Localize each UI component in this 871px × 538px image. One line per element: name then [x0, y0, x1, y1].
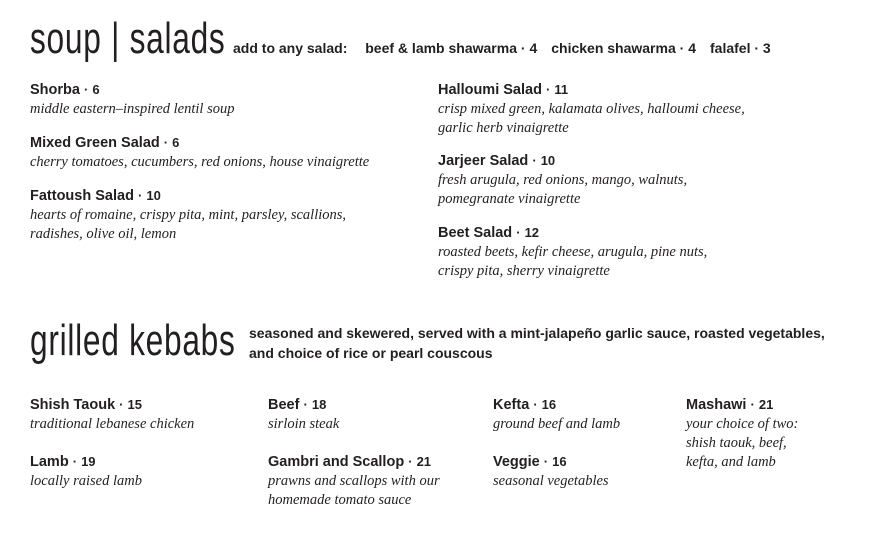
addon-price: 4 — [688, 40, 696, 56]
price-separator: · — [303, 397, 308, 412]
item-price: 16 — [552, 454, 567, 469]
description-line: garlic herb vinaigrette — [438, 120, 569, 136]
menu-item-halloumi-salad — [438, 80, 745, 138]
addon-falafel — [710, 40, 771, 56]
item-description — [30, 206, 346, 244]
addon-chicken-shawarma — [551, 40, 696, 56]
description-line: hearts of romaine, crispy pita, mint, parsley, scallions, — [30, 207, 347, 223]
addon-beef-lamb-shawarma — [365, 40, 537, 56]
item-heading — [268, 452, 440, 472]
price-separator: · — [163, 135, 169, 150]
item-description — [30, 100, 234, 119]
description-line: traditional lebanese chicken — [30, 416, 195, 432]
price-separator: · — [137, 188, 143, 203]
item-price: 10 — [540, 153, 556, 168]
menu-item-kefta — [493, 395, 620, 434]
item-heading — [268, 395, 339, 415]
menu-item-mashawi — [686, 395, 798, 472]
item-heading — [493, 395, 620, 415]
item-heading — [30, 133, 369, 153]
menu-item-jarjeer-salad — [438, 151, 687, 209]
addon-label: add to any salad: — [233, 40, 348, 56]
item-heading — [493, 452, 609, 472]
price-separator: · — [533, 397, 538, 412]
description-line: ground beef and lamb — [493, 416, 621, 432]
item-description — [438, 243, 707, 281]
item-heading — [438, 151, 687, 171]
addon-list — [351, 40, 770, 56]
item-description — [30, 415, 194, 434]
description-line: crispy pita, sherry vinaigrette — [438, 263, 610, 279]
menu-item-lamb — [30, 452, 142, 491]
description-line: your choice of two: — [686, 416, 799, 432]
item-description — [438, 171, 687, 209]
price-separator: · — [83, 82, 89, 97]
description-line: middle eastern–inspired lentil soup — [30, 101, 235, 117]
menu-item-beet-salad — [438, 223, 707, 281]
addon-separator: · — [520, 40, 526, 56]
description-line: sirloin steak — [268, 416, 340, 432]
addon-name: chicken shawarma — [551, 40, 676, 56]
item-price: 18 — [311, 397, 327, 412]
item-description — [268, 415, 339, 434]
item-price: 19 — [81, 454, 96, 469]
menu-item-beef — [268, 395, 339, 434]
menu-item-gambri-and-scallop — [268, 452, 440, 510]
item-name: Mashawi — [686, 397, 747, 413]
item-price: 6 — [172, 135, 180, 150]
item-price: 12 — [524, 225, 540, 240]
item-heading — [438, 80, 745, 100]
item-price: 6 — [92, 82, 100, 97]
price-separator: · — [750, 397, 755, 412]
kebabs-note-line-1: seasoned and skewered, served with a mint-jalapeño garlic sauce, roasted vegetables, — [249, 325, 825, 341]
item-description — [268, 472, 440, 510]
description-line: crisp mixed green, kalamata olives, halloumi cheese, — [438, 101, 745, 117]
item-description — [686, 415, 798, 472]
item-name: Lamb — [30, 454, 69, 470]
addon-price: 4 — [529, 40, 538, 56]
item-name: Shorba — [30, 82, 80, 98]
description-line: kefta, and lamb — [686, 454, 776, 470]
item-price: 21 — [758, 397, 774, 412]
price-separator: · — [408, 454, 413, 469]
item-name: Kefta — [493, 397, 530, 413]
item-name: Halloumi Salad — [438, 82, 542, 98]
item-name: Gambri and Scallop — [268, 454, 405, 470]
price-separator: · — [516, 225, 521, 240]
addon-separator: · — [754, 40, 760, 56]
description-line: cherry tomatoes, cucumbers, red onions, house vinaigrette — [30, 154, 370, 170]
item-name: Mixed Green Salad — [30, 135, 160, 151]
item-heading — [686, 395, 798, 415]
item-heading — [30, 452, 142, 472]
soup-salads-title: soup | salads — [30, 14, 226, 63]
menu-item-fattoush-salad — [30, 186, 346, 244]
menu-item-mixed-green-salad — [30, 133, 369, 172]
item-description — [30, 153, 369, 172]
item-heading — [438, 223, 707, 243]
item-heading — [30, 80, 234, 100]
item-name: Beet Salad — [438, 225, 513, 241]
addon-price: 3 — [762, 40, 771, 56]
item-description — [493, 415, 620, 434]
price-separator: · — [543, 454, 549, 469]
menu-item-shorba — [30, 80, 234, 119]
item-price: 11 — [554, 82, 569, 97]
item-price: 15 — [127, 397, 143, 412]
item-price: 21 — [416, 454, 432, 469]
addon-separator: · — [679, 40, 685, 56]
item-price: 16 — [541, 397, 557, 412]
description-line: seasonal vegetables — [493, 473, 609, 489]
description-line: shish taouk, beef, — [686, 435, 787, 451]
item-name: Fattoush Salad — [30, 188, 134, 204]
price-separator: · — [532, 153, 537, 168]
menu-item-veggie — [493, 452, 609, 491]
price-separator: · — [72, 454, 78, 469]
description-line: locally raised lamb — [30, 473, 142, 489]
menu-item-shish-taouk — [30, 395, 194, 434]
item-name: Shish Taouk — [30, 397, 116, 413]
grilled-kebabs-title: grilled kebabs — [30, 316, 236, 365]
description-line: pomegranate vinaigrette — [438, 191, 581, 207]
item-price: 10 — [146, 188, 161, 203]
item-name: Jarjeer Salad — [438, 153, 529, 169]
addon-name: falafel — [710, 40, 751, 56]
description-line: radishes, olive oil, lemon — [30, 226, 177, 242]
description-line: prawns and scallops with our — [268, 473, 440, 489]
item-heading — [30, 395, 194, 415]
item-description — [493, 472, 609, 491]
item-description — [438, 100, 745, 138]
description-line: fresh arugula, red onions, mango, walnuts, — [438, 172, 688, 188]
description-line: roasted beets, kefir cheese, arugula, pine nuts, — [438, 244, 708, 260]
kebabs-note-line-2: and choice of rice or pearl couscous — [249, 345, 493, 361]
item-description — [30, 472, 142, 491]
kebabs-note — [249, 323, 849, 363]
item-name: Veggie — [493, 454, 540, 470]
price-separator: · — [119, 397, 124, 412]
item-name: Beef — [268, 397, 300, 413]
description-line: homemade tomato sauce — [268, 492, 412, 508]
addon-name: beef & lamb shawarma — [365, 40, 517, 56]
price-separator: · — [545, 82, 551, 97]
salad-addons — [233, 40, 771, 56]
item-heading — [30, 186, 346, 206]
